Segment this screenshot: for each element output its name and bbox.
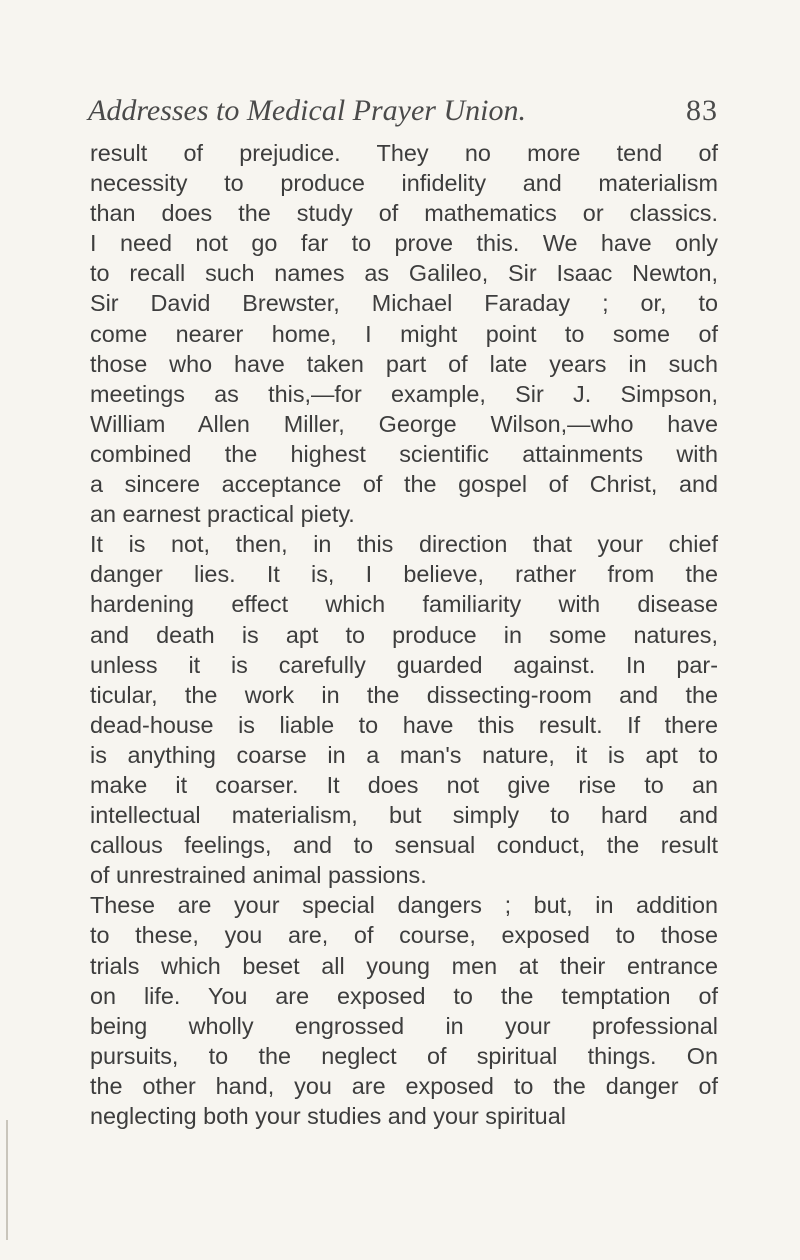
text-line: and death is apt to produce in some natures, <box>90 621 718 648</box>
text-line: the other hand, you are exposed to the danger of <box>90 1072 718 1099</box>
text-line: unless it is carefully guarded against. In par- <box>90 651 718 678</box>
text-line: William Allen Miller, George Wilson,—who have <box>90 410 718 437</box>
text-line: to recall such names as Galileo, Sir Isaac Newton, <box>90 260 718 287</box>
page-number: 83 <box>686 94 718 127</box>
text-line: dead-house is liable to have this result. If there <box>90 711 718 738</box>
text-line: trials which beset all young men at their entrance <box>90 952 718 979</box>
text-line: necessity to produce infidelity and materialism <box>90 170 718 197</box>
text-line: being wholly engrossed in your professional <box>90 1012 718 1039</box>
paragraph <box>90 890 718 1131</box>
text-line: than does the study of mathematics or classics. <box>90 200 718 227</box>
text-line: result of prejudice. They no more tend of <box>90 140 718 166</box>
text-line: a sincere acceptance of the gospel of Christ, and <box>90 471 718 498</box>
text-line: those who have taken part of late years in such <box>90 350 718 377</box>
text-line: I need not go far to prove this. We have only <box>90 230 718 257</box>
text-line: danger lies. It is, I believe, rather from the <box>90 561 718 588</box>
text-line: ticular, the work in the dissecting-room and the <box>90 681 718 708</box>
text-line: callous feelings, and to sensual conduct, the result <box>90 832 718 859</box>
text-line: hardening effect which familiarity with disease <box>90 591 718 618</box>
text-line: an earnest practical piety. <box>90 501 355 528</box>
text-line: of unrestrained animal passions. <box>90 862 427 889</box>
text-line: to these, you are, of course, exposed to those <box>90 922 718 949</box>
text-line: pursuits, to the neglect of spiritual things. On <box>90 1042 718 1069</box>
text-line: It is not, then, in this direction that your chief <box>90 531 718 558</box>
paragraph <box>90 138 718 529</box>
text-line: is anything coarse in a man's nature, it is apt to <box>90 741 718 768</box>
text-line: intellectual materialism, but simply to hard and <box>90 802 718 829</box>
page-edge-mark <box>6 1120 8 1240</box>
running-title: Addresses to Medical Prayer Union. <box>88 94 526 127</box>
text-line: make it coarser. It does not give rise to an <box>90 771 718 798</box>
running-head <box>88 94 718 134</box>
body-text <box>90 138 718 1131</box>
text-line: These are your special dangers ; but, in addition <box>90 892 718 919</box>
text-line: come nearer home, I might point to some of <box>90 320 718 347</box>
text-line: on life. You are exposed to the temptation of <box>90 982 718 1009</box>
text-line: meetings as this,—for example, Sir J. Simpson, <box>90 380 718 407</box>
text-line: combined the highest scientific attainments with <box>90 440 718 467</box>
text-line: Sir David Brewster, Michael Faraday ; or, to <box>90 290 718 317</box>
paragraph <box>90 529 718 890</box>
text-line: neglecting both your studies and your spiritual <box>90 1103 566 1129</box>
